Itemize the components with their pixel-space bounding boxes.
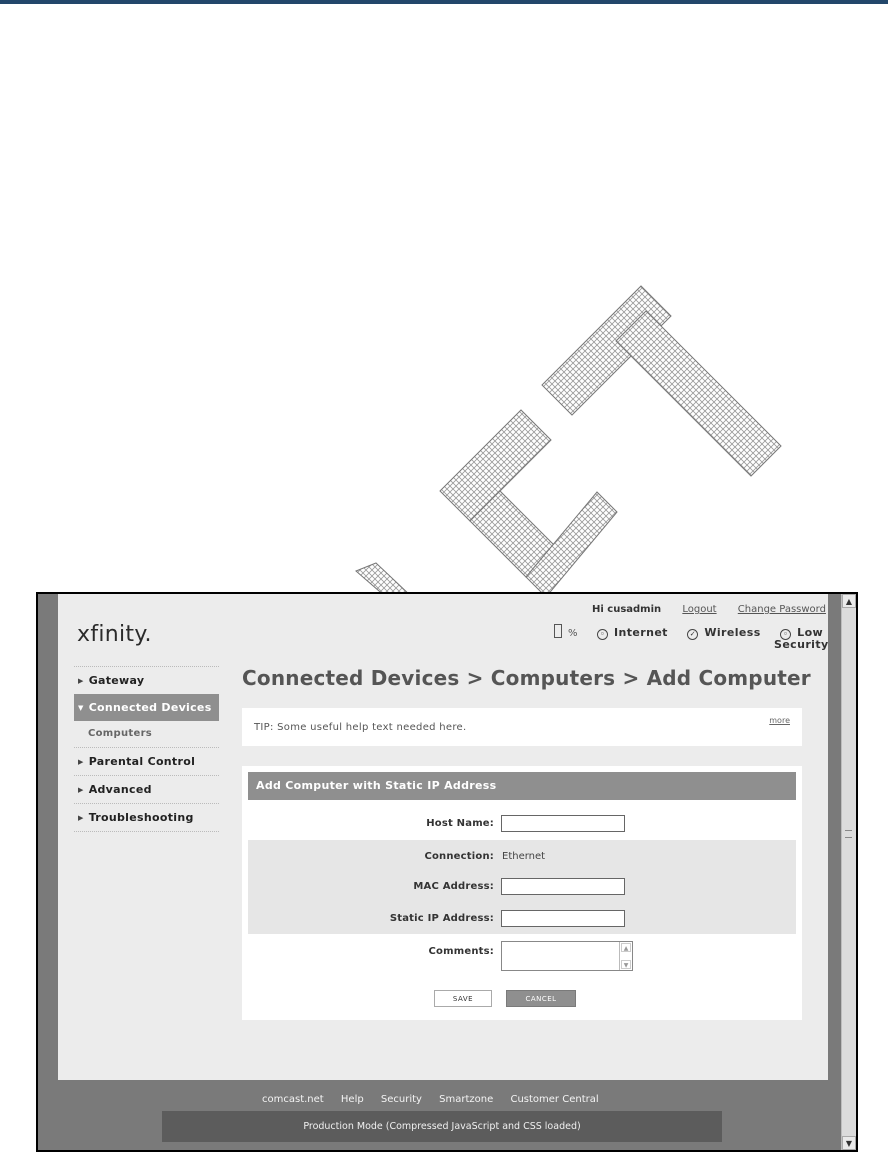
tip-box [242, 708, 802, 746]
sidebar-item-advanced[interactable]: ▶ Advanced [74, 775, 219, 803]
static-ip-label: Static IP Address: [389, 913, 494, 924]
footer-link-help[interactable]: Help [340, 1094, 364, 1105]
internet-status: ◦ Internet [597, 626, 668, 640]
change-password-link[interactable]: Change Password [737, 604, 826, 615]
sidebar-item-connected-devices[interactable]: ▼ Connected Devices [74, 694, 219, 721]
caret-right-icon: ▶ [78, 814, 84, 822]
form-heading: Add Computer with Static IP Address [248, 772, 796, 800]
connection-value: Ethernet [502, 851, 546, 862]
add-computer-form [242, 766, 802, 1020]
sidebar-subitem-computers[interactable]: Computers [88, 728, 153, 739]
footer-link-customer-central[interactable]: Customer Central [510, 1094, 599, 1105]
battery-icon [554, 624, 562, 638]
caret-right-icon: ▶ [78, 786, 84, 794]
cancel-button[interactable]: CANCEL [506, 990, 576, 1007]
static-ip-input[interactable] [501, 910, 625, 927]
tip-text: TIP: Some useful help text needed here. [254, 722, 467, 733]
logout-link[interactable]: Logout [682, 604, 717, 615]
save-button[interactable]: SAVE [434, 990, 492, 1007]
connection-label: Connection: [424, 851, 494, 862]
mac-address-label: MAC Address: [413, 881, 494, 892]
host-name-input[interactable] [501, 815, 625, 832]
sidebar-item-parental-control[interactable]: ▶ Parental Control [74, 747, 219, 775]
footer-link-comcast[interactable]: comcast.net [262, 1094, 324, 1105]
browser-window [36, 592, 858, 1152]
scroll-down-icon[interactable]: ▼ [621, 960, 631, 969]
scroll-up-icon[interactable]: ▲ [842, 594, 856, 608]
status-circle-icon: ◦ [780, 629, 791, 640]
scroll-up-icon[interactable]: ▲ [621, 943, 631, 952]
caret-right-icon: ▶ [78, 677, 84, 685]
comments-label: Comments: [428, 946, 494, 957]
production-mode-bar: Production Mode (Compressed JavaScript and CSS loaded) [162, 1111, 722, 1142]
security-status: ◦ Low [780, 626, 823, 640]
footer-link-smartzone[interactable]: Smartzone [439, 1094, 494, 1105]
scroll-down-icon[interactable]: ▼ [842, 1136, 856, 1150]
xfinity-logo: xfinity. [77, 622, 152, 647]
user-links [592, 604, 844, 615]
sidebar-nav [74, 666, 219, 832]
caret-right-icon: ▶ [78, 758, 84, 766]
tip-more-link[interactable]: more [769, 716, 790, 725]
footer-link-security[interactable]: Security [380, 1094, 422, 1105]
caret-down-icon: ▼ [78, 704, 84, 712]
comments-textarea[interactable] [501, 941, 633, 971]
security-status-continued: Security [774, 638, 829, 651]
window-scrollbar[interactable] [841, 594, 856, 1150]
status-circle-icon: ◦ [597, 629, 608, 640]
wireless-status: ✓ Wireless [687, 626, 760, 640]
sidebar-item-gateway[interactable]: ▶ Gateway [74, 666, 219, 694]
battery-percent: % [568, 628, 578, 639]
footer-links [262, 1094, 613, 1105]
page-title: Connected Devices > Computers > Add Computer [242, 666, 811, 690]
mac-address-input[interactable] [501, 878, 625, 895]
check-circle-icon: ✓ [687, 629, 698, 640]
sidebar-item-troubleshooting[interactable]: ▶ Troubleshooting [74, 803, 219, 831]
gateway-page [58, 594, 828, 1080]
host-name-label: Host Name: [426, 818, 494, 829]
user-greeting: Hi cusadmin [592, 604, 662, 615]
scroll-grip-icon[interactable] [845, 830, 852, 838]
